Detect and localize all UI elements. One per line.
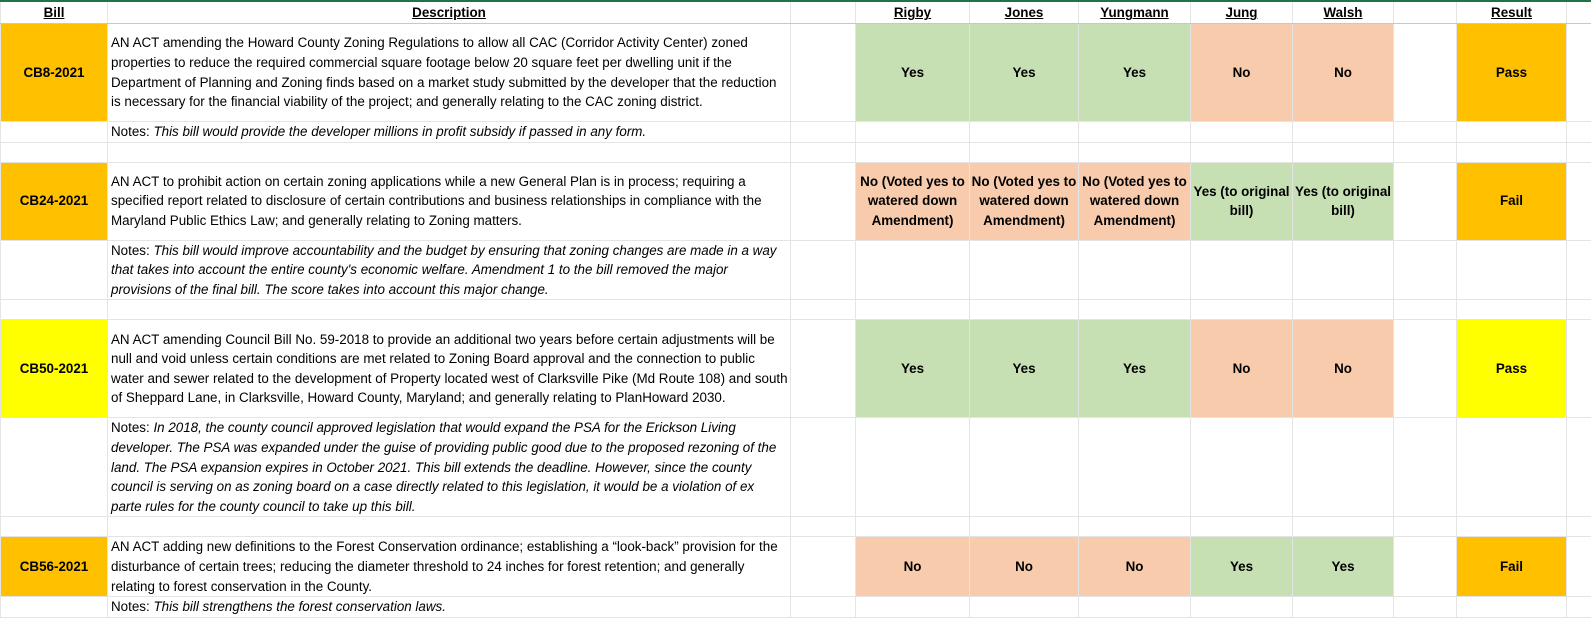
description-cell[interactable]: AN ACT amending Council Bill No. 59-2018 to provide an additional two years before certain adjustments will be null and void unless certain conditions are met related to Zoning Board approval and the connection to public water and sewer related to the development of Property located west of Clarksville Pike (Md Route 108) and south of Sheppard Lane, in Clarksville, Howard County, Maryland; and generally relating to PlanHoward 2030.	[108, 320, 791, 418]
header-bill[interactable]: Bill	[1, 1, 108, 24]
header-yungmann[interactable]: Yungmann	[1079, 1, 1191, 24]
notes-cell[interactable]	[108, 597, 791, 618]
notes-row	[1, 240, 1591, 300]
notes-label: Notes:	[111, 599, 150, 615]
header-jones[interactable]: Jones	[970, 1, 1079, 24]
vote-yungmann-cell[interactable]: No	[1079, 537, 1191, 597]
table-row	[1, 24, 1591, 122]
header-jung[interactable]: Jung	[1191, 1, 1293, 24]
vote-walsh-cell[interactable]: No	[1293, 320, 1394, 418]
vote-yungmann-cell[interactable]: Yes	[1079, 320, 1191, 418]
vote-jung-cell[interactable]: Yes (to original bill)	[1191, 162, 1293, 240]
description-cell[interactable]: AN ACT adding new definitions to the Forest Conservation ordinance; establishing a “look-back” provision for the disturbance of certain trees; reducing the diameter threshold to 24 inches for forest retention; and generally relating to forest conservation in the County.	[108, 537, 791, 597]
vote-jones-cell[interactable]: No (Voted yes to watered down Amendment)	[970, 162, 1079, 240]
bill-id-cell[interactable]: CB8-2021	[1, 24, 108, 122]
bill-id-cell[interactable]: CB24-2021	[1, 162, 108, 240]
bill-id-cell[interactable]: CB50-2021	[1, 320, 108, 418]
vote-rigby-cell[interactable]: Yes	[856, 320, 970, 418]
notes-cell[interactable]	[108, 418, 791, 517]
vote-rigby-cell[interactable]: Yes	[856, 24, 970, 122]
notes-cell[interactable]	[108, 240, 791, 300]
vote-jones-cell[interactable]: Yes	[970, 24, 1079, 122]
notes-label: Notes:	[111, 242, 150, 258]
notes-text: In 2018, the county council approved legislation that would expand the PSA for the Erickson Living developer. The PSA was expanded under the guise of providing public good due to the proposed rezoning of the land. The PSA expansion expires in October 2021. This bill extends the deadline. However, since the county council is serving on as zoning board on a case directly related to this legislation, it would be a violation of ex parte rules for the county council to take up this bill.	[111, 420, 777, 514]
vote-jones-cell[interactable]: Yes	[970, 320, 1079, 418]
vote-walsh-cell[interactable]: Yes	[1293, 537, 1394, 597]
notes-text: This bill would provide the developer millions in profit subsidy if passed in any form.	[153, 124, 647, 139]
notes-row	[1, 122, 1591, 143]
vote-yungmann-cell[interactable]: Yes	[1079, 24, 1191, 122]
vote-walsh-cell[interactable]: No	[1293, 24, 1394, 122]
result-cell[interactable]: Pass	[1457, 320, 1567, 418]
header-result[interactable]: Result	[1457, 1, 1567, 24]
description-cell[interactable]: AN ACT amending the Howard County Zoning Regulations to allow all CAC (Corridor Activity Center) zoned properties to reduce the required commercial square footage below 20 square feet per dwelling unit if the Department of Planning and Zoning finds based on a market study submitted by the developer that the reduction is necessary for the financial viability of the project; and generally relating to the CAC zoning district.	[108, 24, 791, 122]
spacer-row	[1, 142, 1591, 162]
vote-jung-cell[interactable]: No	[1191, 24, 1293, 122]
spacer-row	[1, 517, 1591, 537]
vote-rigby-cell[interactable]: No	[856, 537, 970, 597]
header-rigby[interactable]: Rigby	[856, 1, 970, 24]
vote-jones-cell[interactable]: No	[970, 537, 1079, 597]
header-description[interactable]: Description	[108, 1, 791, 24]
bill-id-cell[interactable]: CB56-2021	[1, 537, 108, 597]
vote-jung-cell[interactable]: Yes	[1191, 537, 1293, 597]
result-cell[interactable]: Fail	[1457, 162, 1567, 240]
header-walsh[interactable]: Walsh	[1293, 1, 1394, 24]
vote-yungmann-cell[interactable]: No (Voted yes to watered down Amendment)	[1079, 162, 1191, 240]
notes-label: Notes:	[111, 124, 150, 139]
notes-text: This bill strengthens the forest conservation laws.	[153, 599, 446, 615]
table-row	[1, 320, 1591, 418]
notes-row	[1, 597, 1591, 618]
notes-row	[1, 418, 1591, 517]
vote-walsh-cell[interactable]: Yes (to original bill)	[1293, 162, 1394, 240]
vote-jung-cell[interactable]: No	[1191, 320, 1293, 418]
vote-rigby-cell[interactable]: No (Voted yes to watered down Amendment)	[856, 162, 970, 240]
header-row	[1, 1, 1591, 24]
table-row	[1, 537, 1591, 597]
notes-cell[interactable]	[108, 122, 791, 143]
result-cell[interactable]: Fail	[1457, 537, 1567, 597]
notes-label: Notes:	[111, 420, 150, 436]
result-cell[interactable]: Pass	[1457, 24, 1567, 122]
notes-text: This bill would improve accountability and the budget by ensuring that zoning changes are made in a way that takes into account the entire county's economic welfare. Amendment 1 to the bill removed the major provisions of the final bill. The score takes into account this major change.	[111, 242, 777, 297]
spacer-row	[1, 300, 1591, 320]
table-row	[1, 162, 1591, 240]
description-cell[interactable]: AN ACT to prohibit action on certain zoning applications while a new General Plan is in process; requiring a specified report related to disclosure of certain contributions and business relationships in compliance with the Maryland Public Ethics Law; and generally relating to Zoning matters.	[108, 162, 791, 240]
